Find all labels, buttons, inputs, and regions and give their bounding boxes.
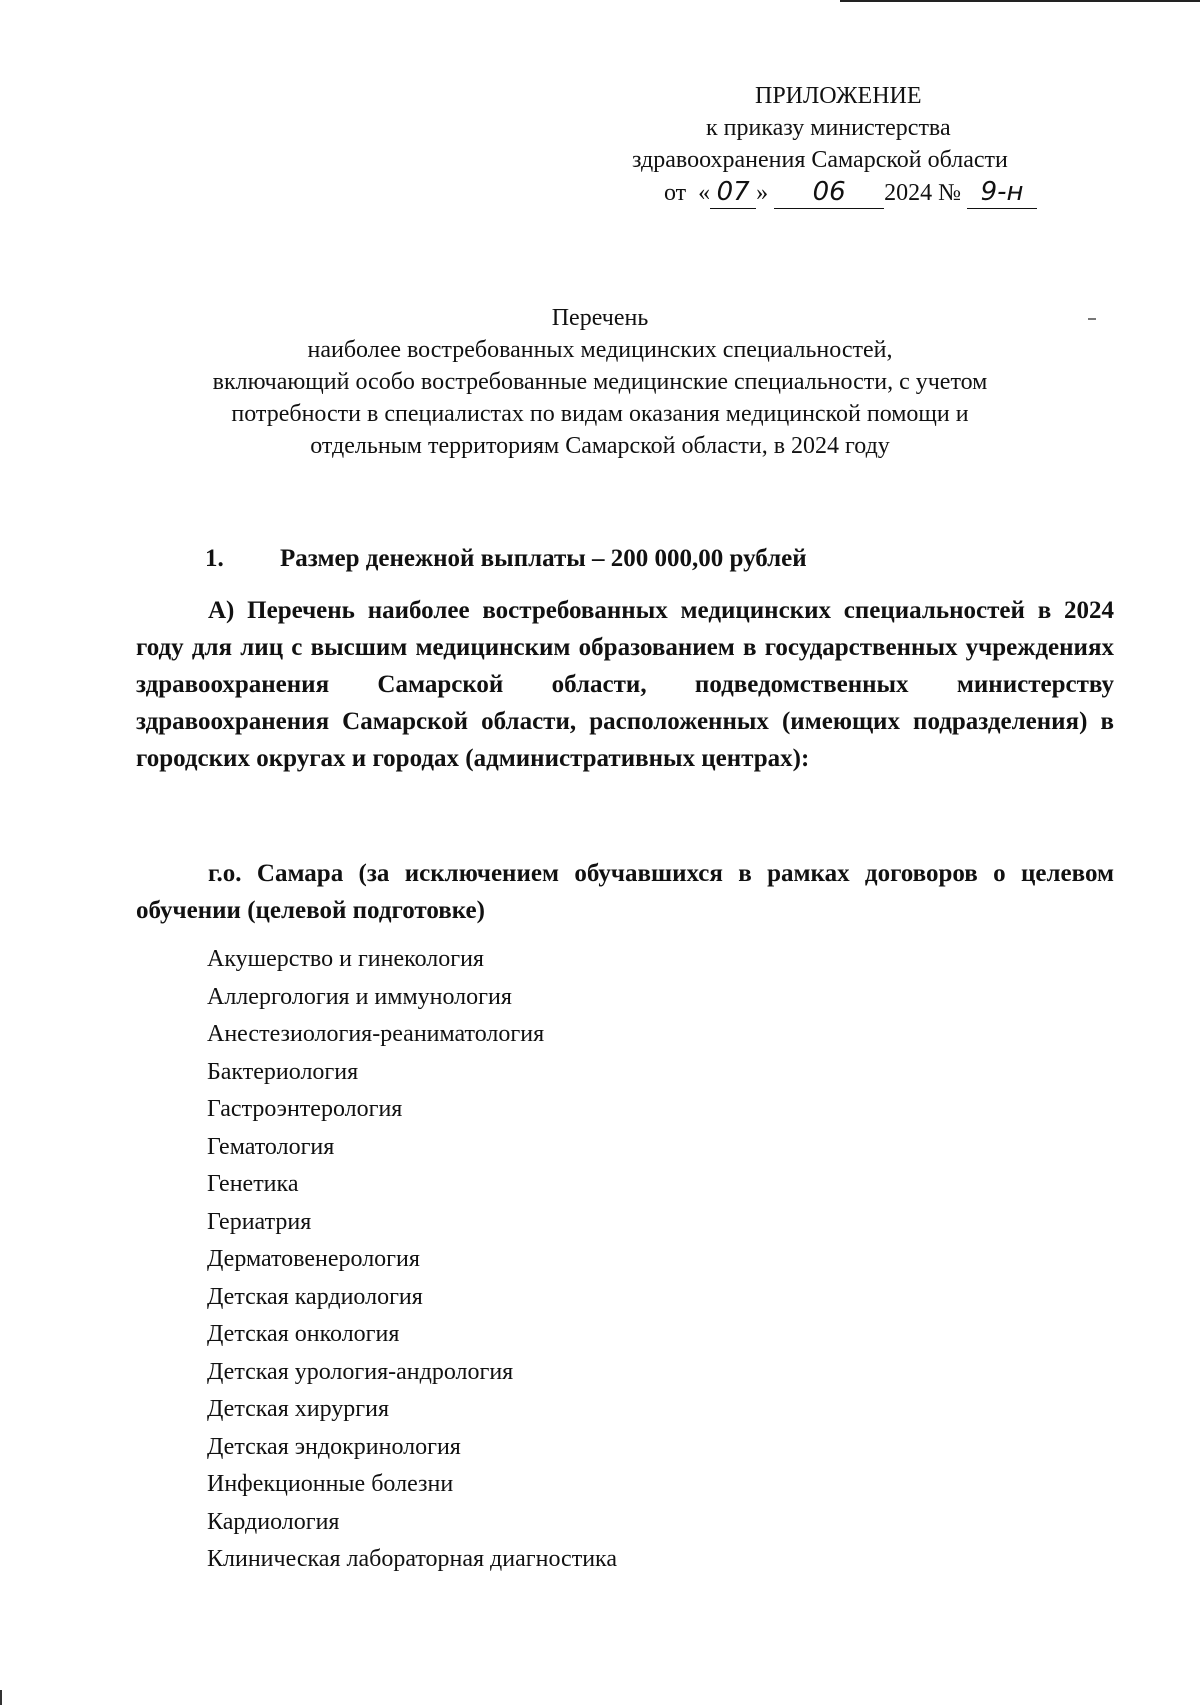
scan-border-mark: [0, 1690, 2, 1705]
date-year: 2024: [884, 180, 933, 206]
order-number: 9-н: [967, 176, 1037, 209]
specialty-list: [207, 941, 617, 1579]
date-month: 06: [774, 176, 884, 209]
date-day: 07: [710, 176, 756, 209]
appendix-ministry-line: здравоохранения Самарской области: [632, 147, 1008, 173]
document-heading: [100, 302, 1100, 462]
specialty-item: Кардиология: [207, 1508, 340, 1535]
specialty-item: Анестезиология-реаниматология: [207, 1021, 545, 1047]
heading-line-2: включающий особо востребованные медицинские специальности, с учетом: [212, 369, 988, 395]
specialty-item: Аллергология и иммунология: [207, 983, 512, 1010]
heading-title: Перечень: [551, 305, 649, 331]
specialty-item: Гериатрия: [207, 1208, 312, 1235]
section-number: 1.: [205, 545, 224, 572]
appendix-date-line: [664, 176, 1037, 209]
specialty-item: Гематология: [207, 1133, 335, 1160]
specialty-item: Клиническая лабораторная диагностика: [207, 1546, 617, 1572]
date-prefix: от: [664, 180, 687, 206]
paragraph-a: А) Перечень наиболее востребованных медицинских специальностей в 2024 году для лиц с высшим медицинским образованием в государственных учреждениях здравоохранения Самарской области, подведомственных министерству здравоохранения Самарской области, расположенных (имеющих подразделения) в городских округах и городах (административных центрах):: [136, 597, 1114, 772]
quote-close: »: [756, 180, 769, 206]
section-title: Размер денежной выплаты – 200 000,00 рублей: [280, 545, 807, 572]
quote-open: «: [692, 180, 711, 206]
specialty-item: Детская хирургия: [207, 1396, 389, 1422]
heading-line-4: отдельным территориям Самарской области, в 2024 году: [310, 433, 890, 459]
appendix-title: ПРИЛОЖЕНИЕ: [755, 83, 922, 109]
appendix-order-line: к приказу министерства: [706, 115, 951, 141]
specialty-item: Детская урология-андрология: [207, 1358, 514, 1385]
specialty-item: Дерматовенерология: [207, 1246, 420, 1272]
heading-line-1: наиболее востребованных медицинских специальностей,: [307, 337, 893, 363]
specialty-item: Гастроэнтерология: [207, 1096, 403, 1122]
specialty-item: Детская онкология: [207, 1321, 400, 1347]
specialty-item: Генетика: [207, 1171, 299, 1197]
specialty-item: Детская эндокринология: [207, 1433, 461, 1460]
specialty-item: Детская кардиология: [207, 1283, 423, 1310]
number-sign: №: [938, 180, 962, 206]
heading-line-3: потребности в специалистах по видам оказания медицинской помощи и: [231, 401, 969, 427]
scan-border-line: [840, 0, 1200, 2]
specialty-item: Акушерство и гинекология: [207, 946, 484, 972]
paragraph-samara: г.о. Самара (за исключением обучавшихся в рамках договоров о целевом обучении (целевой подготовке): [136, 860, 1114, 924]
specialty-item: Инфекционные болезни: [207, 1471, 454, 1497]
specialty-item: Бактериология: [207, 1058, 359, 1085]
